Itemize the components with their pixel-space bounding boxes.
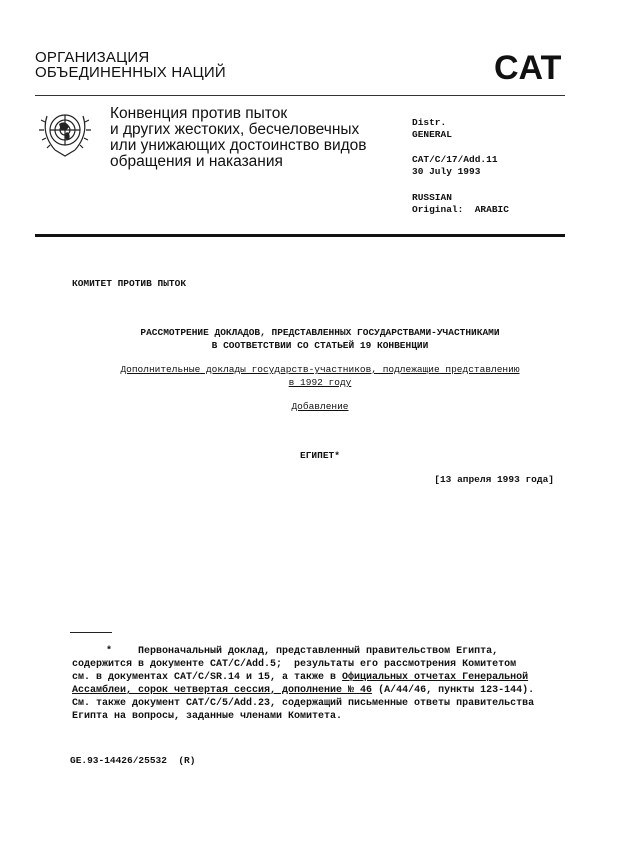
footnote-citation: Официальных отчетах Генеральной <box>342 672 529 683</box>
subheading-text: Дополнительные доклады государств-участников, подлежащие представлению <box>120 364 520 375</box>
footnote-line: см. в документах CAT/C/SR.14 и 15, а также в <box>72 672 343 683</box>
convention-title <box>110 106 367 170</box>
language-info <box>412 192 509 216</box>
distr-label: Distr. <box>412 117 447 128</box>
doc-date: 30 July 1993 <box>412 166 481 177</box>
report-date: [13 апреля 1993 года] <box>434 474 554 485</box>
footnote-citation: Ассамблеи, сорок четвертая сессия, дополнение № 46 <box>72 685 373 696</box>
footnote-line: содержится в документе CAT/C/Add.5; результаты его рассмотрения Комитетом <box>72 659 517 670</box>
subheading-text: в 1992 году <box>288 377 352 388</box>
doc-symbol: CAT/C/17/Add.11 <box>412 154 498 165</box>
footnote-rule <box>70 632 112 633</box>
document-series-symbol: CAT <box>494 49 562 87</box>
footnote-line: См. также документ CAT/C/5/Add.23, содержащий письменные ответы правительства <box>72 698 535 709</box>
footnote-marker: * <box>106 646 113 657</box>
title-line: или унижающих достоинство видов <box>110 137 367 154</box>
title-line: и других жестоких, бесчеловечных <box>110 121 360 138</box>
distr-value: GENERAL <box>412 129 452 140</box>
committee-name: КОМИТЕТ ПРОТИВ ПЫТОК <box>72 278 187 289</box>
organization-name <box>35 50 226 80</box>
distribution <box>412 117 452 141</box>
footnote <box>72 645 534 723</box>
un-emblem-icon <box>37 104 93 160</box>
title-line: Конвенция против пыток <box>110 105 288 122</box>
document-reference <box>412 154 498 178</box>
footnote-line: Первоначальный доклад, представленный правительством Египта, <box>138 646 499 657</box>
section-heading-line: В СООТВЕТСТВИИ СО СТАТЬЕЙ 19 КОНВЕНЦИИ <box>211 340 429 351</box>
footnote-line: (A/44/46, пункты 123-144). <box>372 685 535 696</box>
org-line-1: ОРГАНИЗАЦИЯ <box>35 49 150 66</box>
header-divider <box>35 95 565 96</box>
subheading-line <box>0 377 640 388</box>
title-line: обращения и наказания <box>110 153 283 170</box>
footnote-line: Египта на вопросы, заданные членами Комитета. <box>72 711 343 722</box>
original-language: Original: ARABIC <box>412 204 509 215</box>
addendum-label <box>0 401 640 412</box>
org-line-2: ОБЪЕДИНЕННЫХ НАЦИЙ <box>35 64 226 81</box>
header-bottom-rule <box>35 234 565 237</box>
job-number: GE.93-14426/25532 (R) <box>70 755 196 766</box>
language: RUSSIAN <box>412 192 452 203</box>
country-name: ЕГИПЕТ* <box>300 450 340 461</box>
addendum-text: Добавление <box>291 401 349 412</box>
subheading-line <box>0 364 640 375</box>
section-heading-line: РАССМОТРЕНИЕ ДОКЛАДОВ, ПРЕДСТАВЛЕННЫХ ГОСУДАРСТВАМИ-УЧАСТНИКАМИ <box>140 327 500 338</box>
